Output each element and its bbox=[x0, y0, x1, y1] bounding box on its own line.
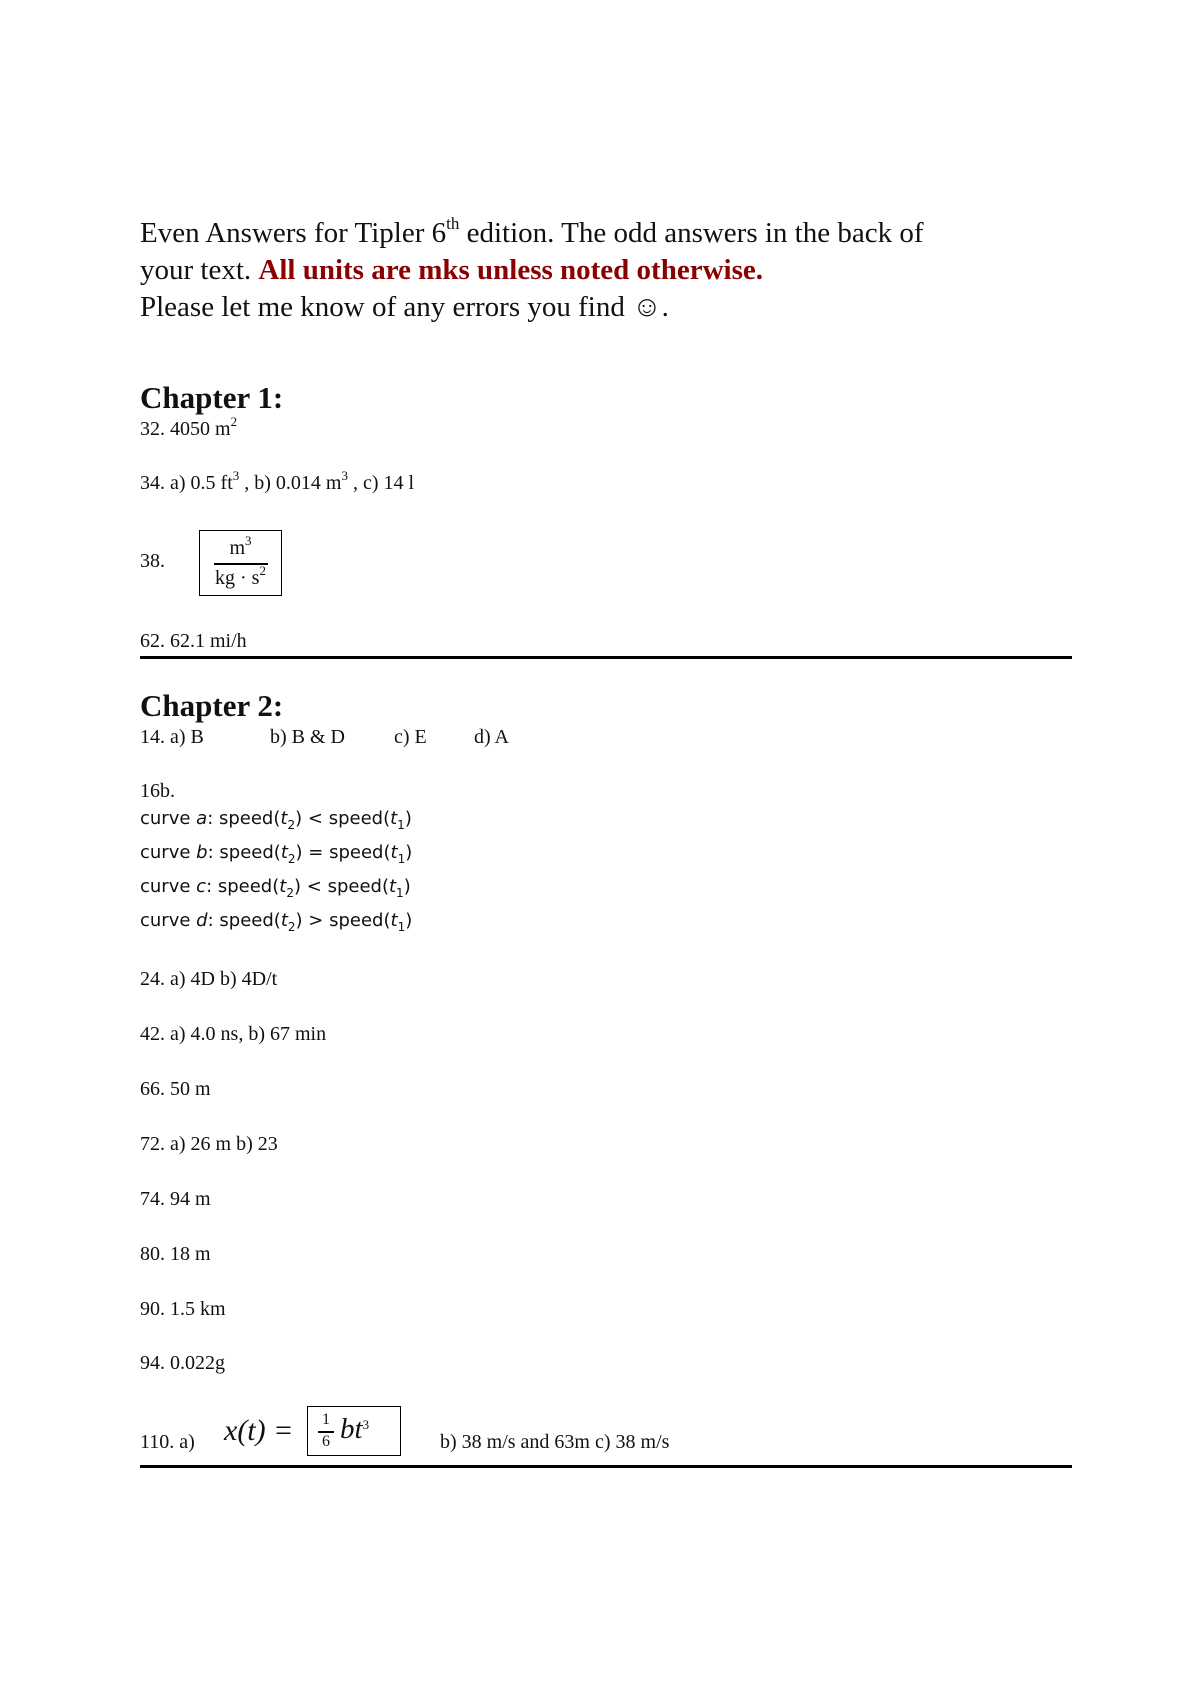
answer-16b-label: 16b. bbox=[140, 780, 175, 802]
answer-line: 24. a) 4D b) 4D/t bbox=[140, 968, 278, 990]
curve-line: curve d: $speed(t_2)$ > $speed(t_1)$ bbox=[140, 910, 413, 934]
answer-14-c: c) E bbox=[394, 726, 427, 748]
units-note: All units are mks unless noted otherwise. bbox=[258, 254, 763, 286]
expression-bt3: $bt^3$ bbox=[340, 1413, 370, 1445]
curve-line: curve b: $speed(t_2)$ = $speed(t_1)$ bbox=[140, 842, 413, 866]
answer-line: 94. 0.022g bbox=[140, 1352, 225, 1374]
chapter-1-divider bbox=[140, 656, 1072, 659]
answer-line: 90. 1.5 km bbox=[140, 1298, 226, 1320]
intro-line-2: your text. All units are mks unless noted otherwise. bbox=[140, 254, 763, 286]
answer-line: 72. a) 26 m b) 23 bbox=[140, 1133, 278, 1155]
frac-numerator: 1 bbox=[322, 1411, 330, 1428]
units-denominator: kg · $s^2$ bbox=[215, 563, 266, 589]
answer-line: 66. 50 m bbox=[140, 1078, 211, 1100]
curve-line: curve a: $speed(t_2)$ < $speed(t_1)$ bbox=[140, 808, 412, 832]
chapter-1-heading: Chapter 1: bbox=[140, 380, 284, 415]
intro-line-1: Even Answers for Tipler 6th edition. The odd answers in the back of bbox=[140, 214, 924, 249]
intro-line-3: Please let me know of any errors you find ☺. bbox=[140, 291, 669, 323]
answer-62: 62. 62.1 mi/h bbox=[140, 630, 247, 652]
answer-34: 34. a) 0.5 $ft^3$ , b) 0.014 $m^3$ , c) 14 l bbox=[140, 468, 415, 494]
answer-110-label: 110. a) bbox=[140, 1431, 195, 1453]
chapter-2-divider bbox=[140, 1465, 1072, 1468]
chapter-2-heading: Chapter 2: bbox=[140, 688, 284, 723]
units-numerator: $m^3$ bbox=[229, 533, 252, 559]
answer-110-lhs: x(t) = bbox=[224, 1414, 294, 1447]
answer-110-boxed-expression bbox=[307, 1406, 401, 1456]
answer-14-b: b) B & D bbox=[270, 726, 345, 748]
answer-line: 42. a) 4.0 ns, b) 67 min bbox=[140, 1023, 327, 1045]
curve-line: curve c: $speed(t_2)$ < $speed(t_1)$ bbox=[140, 876, 411, 900]
answer-32: 32. 4050 $m^2$ bbox=[140, 414, 238, 440]
answer-110-rest: b) 38 m/s and 63m c) 38 m/s bbox=[440, 1431, 670, 1453]
answer-38-label: 38. bbox=[140, 550, 165, 572]
answer-14-d: d) A bbox=[474, 726, 509, 748]
answer-14-a: 14. a) B bbox=[140, 726, 204, 748]
answer-line: 74. 94 m bbox=[140, 1188, 211, 1210]
answer-38-boxed-units bbox=[199, 530, 282, 596]
frac-denominator: 6 bbox=[322, 1433, 330, 1450]
answer-line: 80. 18 m bbox=[140, 1243, 211, 1265]
